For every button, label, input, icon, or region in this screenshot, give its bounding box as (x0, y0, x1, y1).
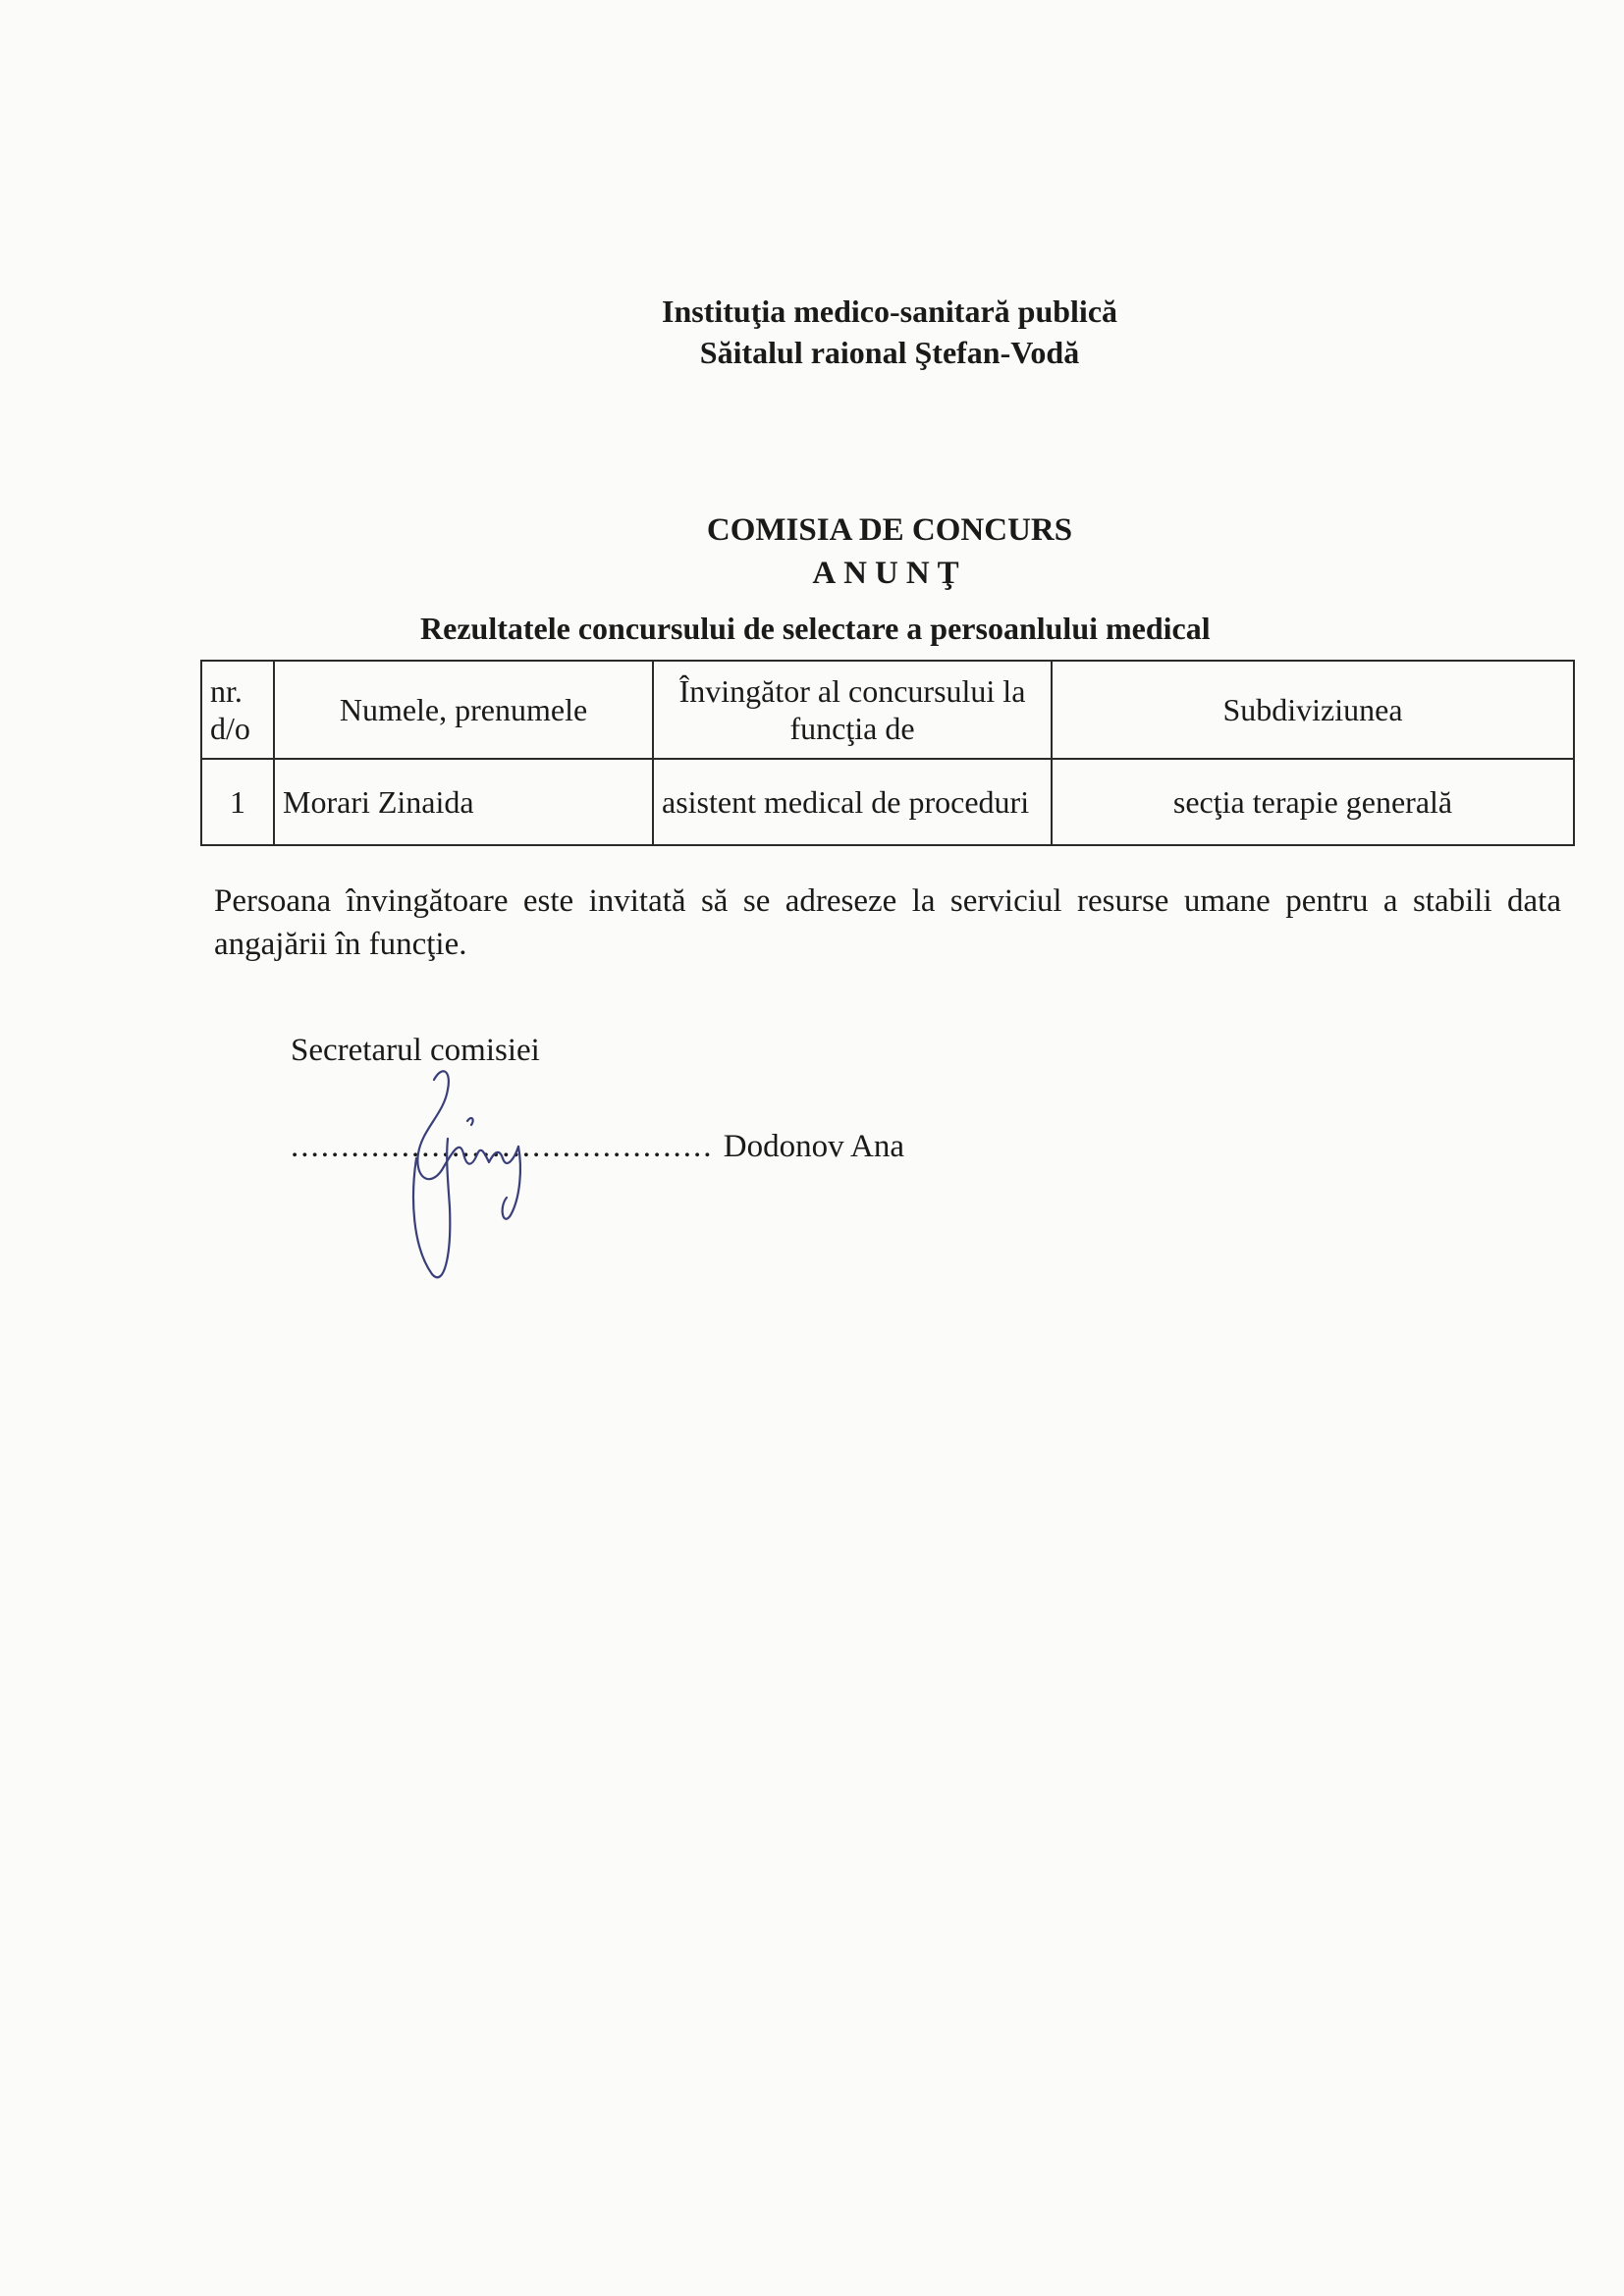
table-header-row (201, 661, 1574, 759)
header-position: Învingător al concursului la funcţia de (653, 661, 1052, 759)
table-row (201, 759, 1574, 845)
cell-position: asistent medical de proceduri (653, 759, 1052, 845)
handwritten-signature (373, 1060, 569, 1286)
header-subdivision: Subdiviziunea (1052, 661, 1574, 759)
commission-title: COMISIA DE CONCURS (706, 512, 1073, 548)
cell-nr: 1 (201, 759, 274, 845)
results-subtitle: Rezultatele concursului de selectare a persoanlului medical (420, 611, 1211, 646)
invitation-paragraph: Persoana învingătoare este invitată să se adreseze la serviciul resurse umane pentru a stabili data angajării în funcţie. (214, 883, 1561, 962)
institution-header (0, 291, 1624, 373)
announcement-title: ANUNŢ (812, 556, 967, 591)
cell-subdivision: secţia terapie generală (1052, 759, 1574, 845)
signature-dots: .......................................... (291, 1129, 714, 1164)
secretary-name: Dodonov Ana (723, 1129, 904, 1164)
results-table (200, 660, 1575, 846)
header-name: Numele, prenumele (274, 661, 653, 759)
secretary-role: Secretarul comisiei (291, 1033, 540, 1068)
header-nr: nr. d/o (201, 661, 274, 759)
institution-line-1: Instituţia medico-sanitară publică (661, 294, 1118, 329)
institution-line-2: Săitalul raional Ştefan-Vodă (699, 335, 1080, 370)
cell-name: Morari Zinaida (274, 759, 653, 845)
commission-block (0, 508, 1624, 595)
